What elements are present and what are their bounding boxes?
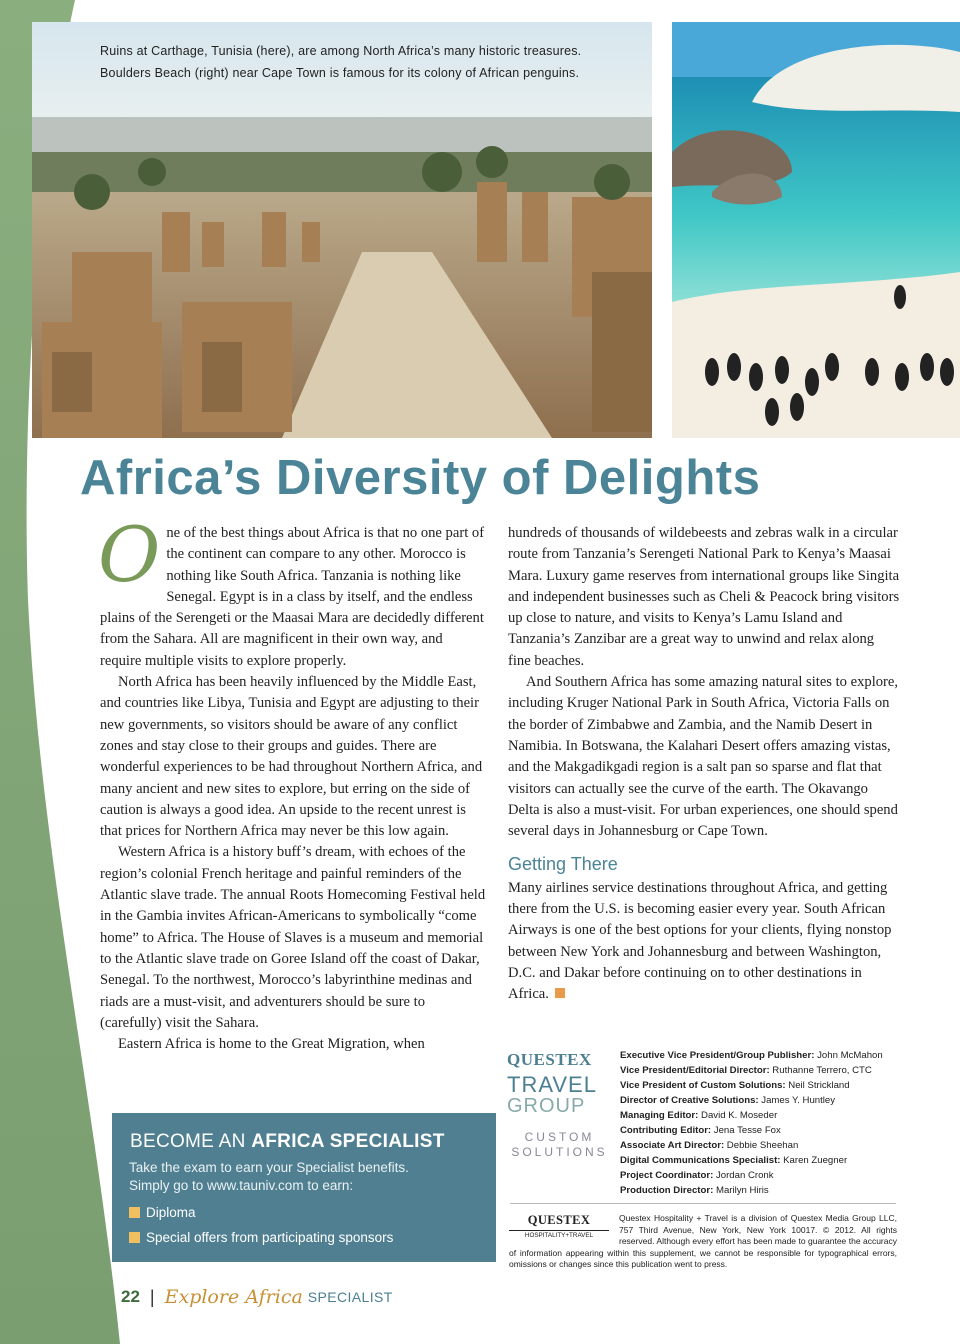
article-column-2 xyxy=(508,523,900,1006)
photo-caption xyxy=(100,40,620,84)
travel-wordmark: TRAVEL xyxy=(507,1072,597,1097)
bullet-square-icon xyxy=(129,1232,140,1243)
staff-row xyxy=(620,1108,900,1123)
custom-solutions-label xyxy=(507,1130,612,1160)
staff-row xyxy=(620,1048,900,1063)
caption-line-2: Boulders Beach (right) near Cape Town is famous for its colony of African penguins. xyxy=(100,66,580,80)
column1-paragraph-4: Eastern Africa is home to the Great Migration, when xyxy=(118,1036,425,1053)
promo-item-label: Diploma xyxy=(146,1205,196,1220)
staff-name: Jordan Cronk xyxy=(713,1170,774,1181)
column2-paragraph-2: And Southern Africa has some amazing natural sites to explore, including Kruger National Park in South Africa, Victoria Falls on the border of Zimbabwe and Zambia, and the Namib Desert in Namibia. In Botswana, the Kalahari Desert offers amazing vistas, and the Makgadikgadi region is a salt pan so sparse and flat that visitors can actually see the curve of the earth. The Okavango Delta is also a must-visit. For urban experiences, one should spend several days in Johannesburg or Cape Town. xyxy=(508,674,899,840)
footer-separator: | xyxy=(149,1286,155,1307)
staff-name: James Y. Huntley xyxy=(758,1095,836,1106)
column1-paragraph-3: Western Africa is a history buff’s dream, with echoes of the region’s colonial French heritage and painful reminders of the Atlantic slave trade. The annual Roots Homecoming Festival held in the Gambia invites African-Americans to symbolically “come home” to Africa. The House of Slaves is a museum and memorial to the Atlantic slave trade on Goree Island off the coast of Dakar, Senegal. To the northwest, Morocco’s labyrinthine medinas and riads are a must-visit, and adventurers should be sure to (carefully) visit the Sahara. xyxy=(100,844,486,1031)
column1-paragraph-1: ne of the best things about Africa is that no one part of the continent can compare to any other. Morocco is nothing like South Africa. Tanzania is nothing like Senegal. Egypt is in a class by itself, and the endless plains of the Serengeti or the Maasai Mara are decidedly different from the Sahara. All are magnificent in their own way, and require multiple visits to explore properly. xyxy=(100,525,485,669)
group-wordmark: GROUP xyxy=(507,1095,586,1117)
legal-text: Questex Hospitality + Travel is a division of Questex Media Group LLC, 757 Third Avenue, New York, New York 10017. © 2012. All rights reserved. Although every effort has been made to guarantee the accuracy of information appearing within this supplement, we cannot be responsible for typographical errors, omissions or changes since this publication went to press. xyxy=(509,1213,897,1269)
staff-role: Vice President/Editorial Director: xyxy=(620,1065,770,1076)
specialist-label: SPECIALIST xyxy=(307,1289,393,1305)
questex-wordmark: QUESTEX xyxy=(507,1050,592,1069)
promo-item-offers xyxy=(129,1230,393,1245)
staff-name: John McMahon xyxy=(814,1050,883,1061)
staff-role: Contributing Editor: xyxy=(620,1125,712,1136)
questex-travel-group-logo xyxy=(507,1050,612,1160)
page-number: 22 xyxy=(121,1287,140,1306)
promo-heading xyxy=(130,1131,445,1153)
promo-line-2: Simply go to www.tauniv.com to earn: xyxy=(129,1178,354,1193)
column2-paragraph-1: hundreds of thousands of wildebeests and zebras walk in a circular route from Tanzania’s Serengeti National Park to Kenya’s Maasai Mara. Luxury game reserves from international groups like Singita and independent businesses such as Cheli & Peacock bring visitors up close to nature, and visits to Kenya’s Lamu Island and Tanzania’s Zanzibar are a great way to unwind and relax along fine beaches. xyxy=(508,525,900,669)
caption-line-1: Ruins at Carthage, Tunisia (here), are among North Africa’s many historic treasures. xyxy=(100,44,582,58)
masthead-staff-list xyxy=(620,1048,900,1198)
hospitality-travel-wordmark: HOSPITALITY+TRAVEL xyxy=(509,1230,609,1239)
promo-item-diploma xyxy=(129,1205,196,1220)
article-title: Africa’s Diversity of Delights xyxy=(80,451,761,505)
divider xyxy=(510,1203,896,1204)
staff-row xyxy=(620,1078,900,1093)
staff-row xyxy=(620,1183,900,1198)
bullet-square-icon xyxy=(129,1207,140,1218)
staff-name: Neil Strickland xyxy=(785,1080,850,1091)
solutions-label: SOLUTIONS xyxy=(511,1145,608,1159)
promo-line-1: Take the exam to earn your Specialist benefits. xyxy=(129,1160,409,1175)
drop-cap: O xyxy=(98,510,161,599)
specialist-promo-box xyxy=(112,1113,496,1262)
boulders-beach-photo xyxy=(672,22,960,438)
end-mark-icon xyxy=(555,988,565,998)
staff-name: David K. Moseder xyxy=(698,1110,778,1121)
staff-row xyxy=(620,1093,900,1108)
staff-row xyxy=(620,1138,900,1153)
staff-name: Jena Tesse Fox xyxy=(711,1125,781,1136)
staff-role: Managing Editor: xyxy=(620,1110,699,1121)
column2-paragraph-3: Many airlines service destinations throughout Africa, and getting there from the U.S. is becoming easier every year. South African Airways is one of the best options for your clients, flying nonstop between New York and Johannesburg and between Washington, D.C. and Dakar before continuing on to other destinations in Africa. xyxy=(508,879,892,1003)
article-column-1 xyxy=(98,510,486,1055)
staff-row xyxy=(620,1168,900,1183)
staff-role: Project Coordinator: xyxy=(620,1170,714,1181)
staff-name: Debbie Sheehan xyxy=(724,1140,799,1151)
column1-paragraph-2: North Africa has been heavily influenced by the Middle East, and countries like Libya, Tunisia and Egypt are adjusting to their new governments, so visitors should be aware of any conflict zones and stay close to their groups and guides. There are wonderful experiences to be had throughout Northern Africa, and many ancient and new sites to explore, but erring on the side of caution is always a good idea. An upside to the recent unrest is that prices for Northern Africa may never be this low again. xyxy=(100,674,483,840)
staff-row xyxy=(620,1123,900,1138)
staff-role: Digital Communications Specialist: xyxy=(620,1155,781,1166)
questex-hospitality-wordmark: QUESTEX xyxy=(527,1213,591,1227)
staff-role: Production Director: xyxy=(620,1185,714,1196)
staff-row xyxy=(620,1063,900,1078)
staff-name: Ruthanne Terrero, CTC xyxy=(769,1065,872,1076)
promo-text xyxy=(129,1159,409,1195)
questex-hospitality-logo xyxy=(509,1213,609,1239)
staff-role: Director of Creative Solutions: xyxy=(620,1095,759,1106)
staff-row xyxy=(620,1153,900,1168)
staff-role: Associate Art Director: xyxy=(620,1140,725,1151)
staff-role: Executive Vice President/Group Publisher: xyxy=(620,1050,815,1061)
staff-role: Vice President of Custom Solutions: xyxy=(620,1080,786,1091)
promo-heading-bold: AFRICA SPECIALIST xyxy=(251,1131,445,1152)
page-footer xyxy=(121,1286,393,1308)
staff-name: Karen Zuegner xyxy=(780,1155,848,1166)
promo-item-label: Special offers from participating sponsors xyxy=(146,1230,394,1245)
explore-africa-logo: Explore Africa xyxy=(164,1286,303,1308)
getting-there-subhead: Getting There xyxy=(508,854,618,875)
carthage-ruins-photo xyxy=(32,22,652,438)
promo-heading-pre: BECOME AN xyxy=(130,1131,252,1152)
staff-name: Marilyn Hiris xyxy=(713,1185,769,1196)
custom-label: CUSTOM xyxy=(524,1130,595,1144)
